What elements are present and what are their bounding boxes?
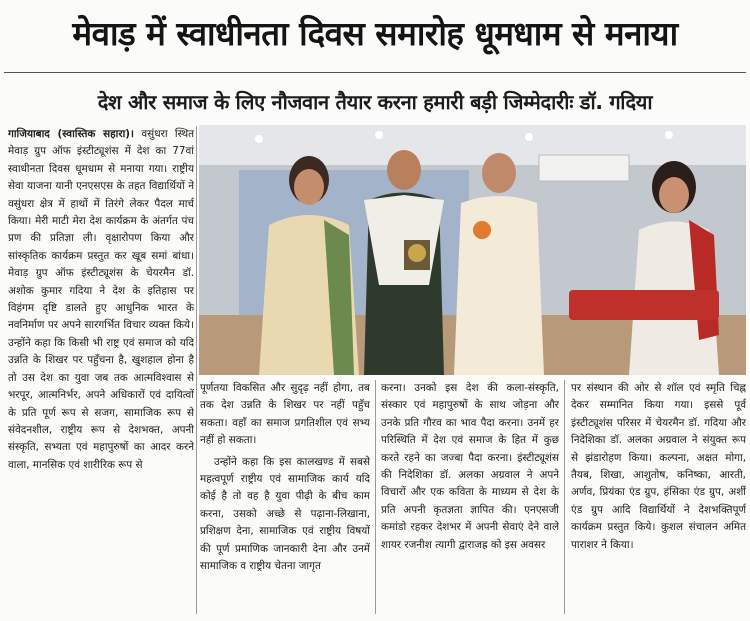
column-4	[571, 380, 746, 617]
subheadline: देश और समाज के लिए नौजवान तैयार करना हमारी बड़ी जिम्मेदारीः डॉ. गदिया	[97, 90, 653, 114]
headline-rule	[4, 72, 746, 73]
column-2	[200, 380, 370, 617]
event-photo	[199, 125, 746, 375]
column-3	[381, 380, 559, 617]
column-1	[8, 126, 194, 617]
column-2-text-b: उन्होंने कहा कि इस कालखण्ड में सबसे महत्वपूर्ण राष्ट्रीय एवं सामाजिक कार्य यदि कोई है तो वह है युवा पीढ़ी के बीच काम करना, उसको अच्छे से पढ़ाना-लिखाना, प्रशिक्षण देना, सामाजिक एवं राष्ट्रीय विषयों की पूर्ण प्रमाणिक जानकारी देना और उनमें सामाजिक व राष्ट्रीय चेतना जागृत	[200, 455, 370, 573]
column-3-text: करना। उनको इस देश की कला-संस्कृति, संस्कार एवं महापुरुषों के साथ जोड़ना और उनके प्रति गौरव का भाव पैदा करना। उनमें हर परिस्थिति में देश एवं समाज के हित में कुछ करते रहने का जज्बा पैदा करना। इंस्टीट्यूशंस की निदेशिका डॉ. अलका अग्रवाल ने अपने विचारों और एक कविता के माध्यम से देश के प्रति अपनी कृतज्ञता ज्ञापित की। एनएसजी कमांडो रहकर देशभर में अपनी सेवाएं देने वाले शायर रजनीश त्यागी द्वाराजह्र को इस अवसर	[381, 382, 559, 551]
column-divider	[196, 126, 197, 614]
column-1-text: वसुंधरा स्थित मेवाड़ ग्रुप ऑफ इंस्टीट्यूशंस में देश का 77वां स्वाधीनता दिवस धूमधाम से मनाया गया। राष्ट्रीय सेवा याजना यानी एनएसएस के तहत विद्यार्थियों ने वसुंधरा क्षेत्र में हाथों में तिरंगे लेकर पैदल मार्च किया। मेरी माटी मेरा देश कार्यक्रम के अंतर्गत पंच प्रण की प्रतिज्ञा ली। वृक्षारोपण किया और सांस्कृतिक कार्यक्रम प्रस्तुत कर खूब समां बांधा। मेवाड़ ग्रुप ऑफ इंस्टीट्यूशंस के चेयरमैन डॉ. अशोक कुमार गदिया ने देश के इतिहास पर विहंगम दृष्टि डालते हुए आधुनिक भारत के नवनिर्माण पर अपने सारगर्भित विचार व्यक्त किये। उन्होंने कहा कि किसी भी राष्ट्र एवं समाज को यदि उन्नति के शिखर पर पहुँचना है, खुशहाल होना है तो उस देश का युवा जब तक आत्मविश्वास से भरपूर, आत्मनिर्भर, अपने अधिकारों एवं दायित्वों के प्रति पूर्ण रूप से सजग, सामाजिक रूप से संवेदनशील, राष्ट्रीय रूप से देशभक्त, अपनी संस्कृति, सभ्यता एवं महापुरुषों का आदर करने वाला, मानसिक एवं शारीरिक रूप से	[8, 128, 194, 471]
column-2-text: पूर्णतया विकसित और सुदृढ़ नहीं होगा, तब तक देश उन्नति के शिखर पर नहीं पहुँच सकता। वहाँ का समाज प्रगतिशील एवं सभ्य नहीं हो सकता।	[200, 382, 370, 447]
dateline: गाजियाबाद (स्वास्तिक सहारा)।	[8, 128, 134, 140]
column-4-text: पर संस्थान की ओर से शॉल एवं स्मृति चिह्न देकर सम्मानित किया गया। इससे पूर्व इंस्टीट्यूशंस परिसर में चेयरमैन डॉ. गदिया और निदेशिका डॉ. अलका अग्रवाल ने संयुक्त रूप से झंडारोहण किया। कल्पना, अक्षत मोगा, तैयब, शिखा, आशुतोष, कनिष्का, आरती, अर्णव, प्रियंका एंड ग्रुप, हंसिका एंड ग्रुप, अर्शी एंड ग्रुप आदि विद्यार्थियों ने देशभक्तिपूर्ण कार्यक्रम प्रस्तुत किये। कुशल संचालन अमित पाराशर ने किया।	[571, 382, 746, 551]
column-divider	[375, 380, 376, 614]
photo-icon	[199, 125, 746, 375]
column-divider	[564, 380, 565, 614]
headline: मेवाड़ में स्वाधीनता दिवस समारोह धूमधाम से मनाया	[72, 14, 678, 53]
